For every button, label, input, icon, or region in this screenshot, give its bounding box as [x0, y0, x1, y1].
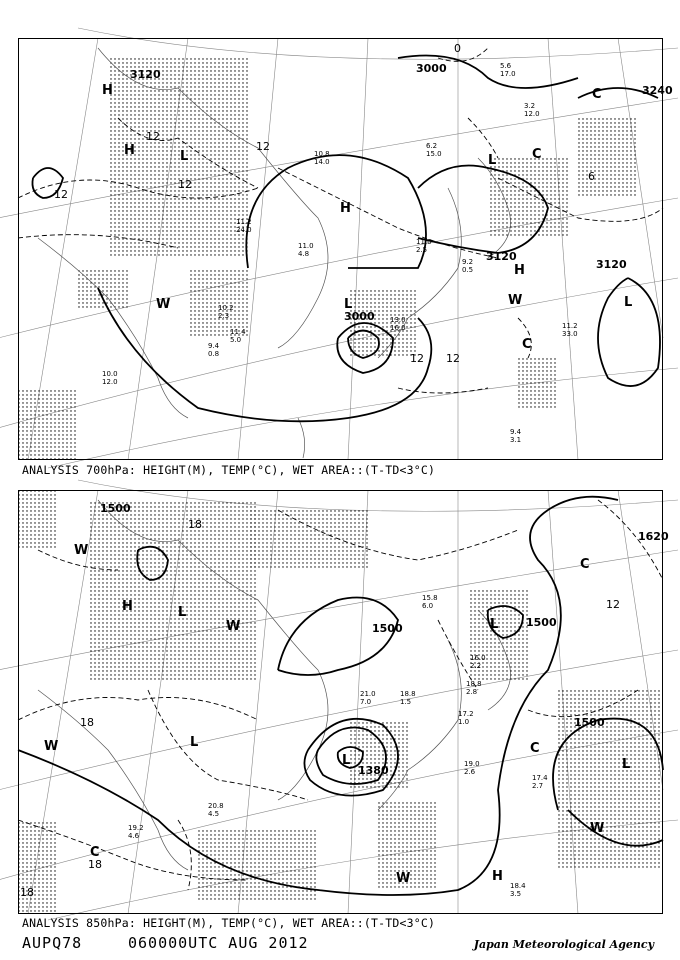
station-plot: [416, 238, 432, 254]
svg-text:18.8: 18.8: [400, 690, 416, 698]
center-marker: C: [532, 147, 542, 162]
center-marker: W: [396, 871, 411, 886]
wet-areas: [18, 490, 663, 914]
height-label: 3120: [486, 250, 517, 263]
station-plot: [102, 370, 118, 386]
temp-label: 12: [146, 130, 160, 143]
station-plot: [360, 690, 376, 706]
svg-text:19.0: 19.0: [464, 760, 480, 768]
temp-label: 12: [256, 140, 270, 153]
map-700hpa-svg: [18, 38, 673, 460]
temp-label: 18: [88, 858, 102, 871]
temp-label: 12: [606, 598, 620, 611]
agency-name: Japan Meteorological Agency: [473, 938, 654, 951]
center-marker: C: [522, 337, 532, 352]
svg-text:17.0: 17.0: [500, 70, 516, 78]
center-marker: C: [530, 741, 540, 756]
station-plot: [236, 218, 252, 234]
height-label: 1500: [574, 716, 605, 729]
station-plot: [562, 322, 578, 338]
svg-text:6.0: 6.0: [422, 602, 434, 610]
temp-label: 12: [178, 178, 192, 191]
svg-text:11.0: 11.0: [416, 238, 432, 246]
center-marker: L: [178, 605, 187, 620]
svg-text:2.2: 2.2: [470, 662, 482, 670]
center-marker: H: [122, 599, 133, 614]
center-marker: H: [124, 143, 135, 158]
station-plot: [426, 142, 442, 158]
svg-text:0.8: 0.8: [208, 350, 220, 358]
svg-text:33.0: 33.0: [562, 330, 578, 338]
height-label: 1380: [358, 764, 389, 777]
svg-text:6.2: 6.2: [426, 142, 438, 150]
svg-text:1.5: 1.5: [400, 698, 412, 706]
svg-text:17.4: 17.4: [532, 774, 548, 782]
svg-text:19.2: 19.2: [128, 824, 144, 832]
station-plot: [458, 710, 474, 726]
center-marker: H: [102, 83, 113, 98]
svg-text:16.0: 16.0: [390, 324, 406, 332]
height-label: 3120: [596, 258, 627, 271]
svg-text:10.2: 10.2: [218, 304, 234, 312]
center-marker: L: [622, 757, 631, 772]
svg-text:12.0: 12.0: [524, 110, 540, 118]
station-plot: [314, 150, 330, 166]
svg-text:5.0: 5.0: [230, 336, 242, 344]
svg-text:0.5: 0.5: [462, 266, 474, 274]
temp-label: 12: [410, 352, 424, 365]
caption-850hpa: ANALYSIS 850hPa: HEIGHT(M), TEMP(°C), WET AREA::(T-TD<3°C): [22, 916, 436, 930]
svg-text:4.6: 4.6: [128, 832, 140, 840]
center-marker: L: [344, 297, 353, 312]
svg-text:17.2: 17.2: [458, 710, 474, 718]
map-850hpa-svg: [18, 490, 669, 914]
temp-label: 18: [20, 886, 34, 899]
svg-text:10.8: 10.8: [314, 150, 330, 158]
svg-text:9.4: 9.4: [510, 428, 522, 436]
station-plot: [298, 242, 314, 258]
caption-700hpa: ANALYSIS 700hPa: HEIGHT(M), TEMP(°C), WET AREA::(T-TD<3°C): [22, 463, 436, 477]
center-marker: H: [340, 201, 351, 216]
station-plot: [500, 62, 516, 78]
svg-text:3.5: 3.5: [510, 890, 522, 898]
height-label: 1500: [100, 502, 131, 515]
svg-text:2.6: 2.6: [464, 768, 476, 776]
temp-label: 18: [188, 518, 202, 531]
svg-text:10.0: 10.0: [102, 370, 118, 378]
svg-text:18.4: 18.4: [510, 882, 526, 890]
svg-text:14.0: 14.0: [314, 158, 330, 166]
center-marker: W: [590, 821, 605, 836]
center-marker: L: [180, 149, 189, 164]
center-marker: W: [44, 739, 59, 754]
svg-text:9.2: 9.2: [462, 258, 474, 266]
center-marker: H: [514, 263, 525, 278]
svg-text:11.0: 11.0: [298, 242, 314, 250]
svg-text:24.0: 24.0: [236, 226, 252, 234]
svg-text:5.6: 5.6: [500, 62, 512, 70]
center-marker: L: [190, 735, 199, 750]
svg-text:2.3: 2.3: [218, 312, 230, 320]
svg-text:11.2: 11.2: [236, 218, 252, 226]
height-label: 1500: [372, 622, 403, 635]
station-plot: [524, 102, 540, 118]
svg-text:12.0: 12.0: [102, 378, 118, 386]
temp-label: 12: [54, 188, 68, 201]
svg-text:2.7: 2.7: [532, 782, 544, 790]
height-label: 3120: [130, 68, 161, 81]
svg-text:3.1: 3.1: [510, 436, 522, 444]
svg-text:13.0: 13.0: [390, 316, 406, 324]
center-marker: L: [490, 617, 499, 632]
height-label: 1620: [638, 530, 669, 543]
center-marker: W: [74, 543, 89, 558]
center-marker: W: [156, 297, 171, 312]
center-marker: L: [342, 753, 351, 768]
station-plot: [208, 802, 224, 818]
station-plot: [462, 258, 473, 274]
map-panel-850hpa: [18, 490, 669, 914]
svg-text:7.0: 7.0: [360, 698, 372, 706]
svg-text:18.8: 18.8: [466, 680, 482, 688]
center-marker: L: [488, 153, 497, 168]
svg-text:11.4: 11.4: [230, 328, 246, 336]
station-plot: [510, 882, 526, 898]
center-marker: H: [492, 869, 503, 884]
center-marker: W: [226, 619, 241, 634]
station-plot: [422, 594, 438, 610]
svg-text:15.0: 15.0: [426, 150, 442, 158]
svg-text:4.8: 4.8: [298, 250, 310, 258]
height-label: 1500: [526, 616, 557, 629]
svg-text:2.5: 2.5: [416, 246, 428, 254]
center-marker: C: [592, 87, 602, 102]
svg-text:1.0: 1.0: [458, 718, 470, 726]
temp-label: 6: [588, 170, 595, 183]
svg-text:16.0: 16.0: [470, 654, 486, 662]
height-label: 3000: [416, 62, 447, 75]
svg-text:11.2: 11.2: [562, 322, 578, 330]
height-label: 3000: [344, 310, 375, 323]
station-plot: [390, 316, 406, 332]
center-marker: C: [580, 557, 590, 572]
valid-time: 060000UTC AUG 2012: [128, 934, 309, 952]
station-plot: [464, 760, 480, 776]
center-marker: W: [508, 293, 523, 308]
center-marker: C: [90, 845, 100, 860]
height-label: 3240: [642, 84, 673, 97]
temp-label: 12: [446, 352, 460, 365]
station-plot: [510, 428, 522, 444]
svg-text:4.5: 4.5: [208, 810, 220, 818]
station-plot: [466, 680, 482, 696]
svg-text:2.8: 2.8: [466, 688, 478, 696]
svg-text:3.2: 3.2: [524, 102, 536, 110]
temp-label: 18: [80, 716, 94, 729]
chart-code: AUPQ78: [22, 934, 83, 952]
svg-text:21.0: 21.0: [360, 690, 376, 698]
temp-label: 0: [454, 42, 461, 55]
station-plot: [532, 774, 548, 790]
station-plot: [128, 824, 144, 840]
center-marker: L: [624, 295, 633, 310]
svg-text:20.8: 20.8: [208, 802, 224, 810]
station-plot: [208, 342, 220, 358]
map-panel-700hpa: [18, 38, 673, 460]
svg-text:15.8: 15.8: [422, 594, 438, 602]
svg-text:9.4: 9.4: [208, 342, 220, 350]
